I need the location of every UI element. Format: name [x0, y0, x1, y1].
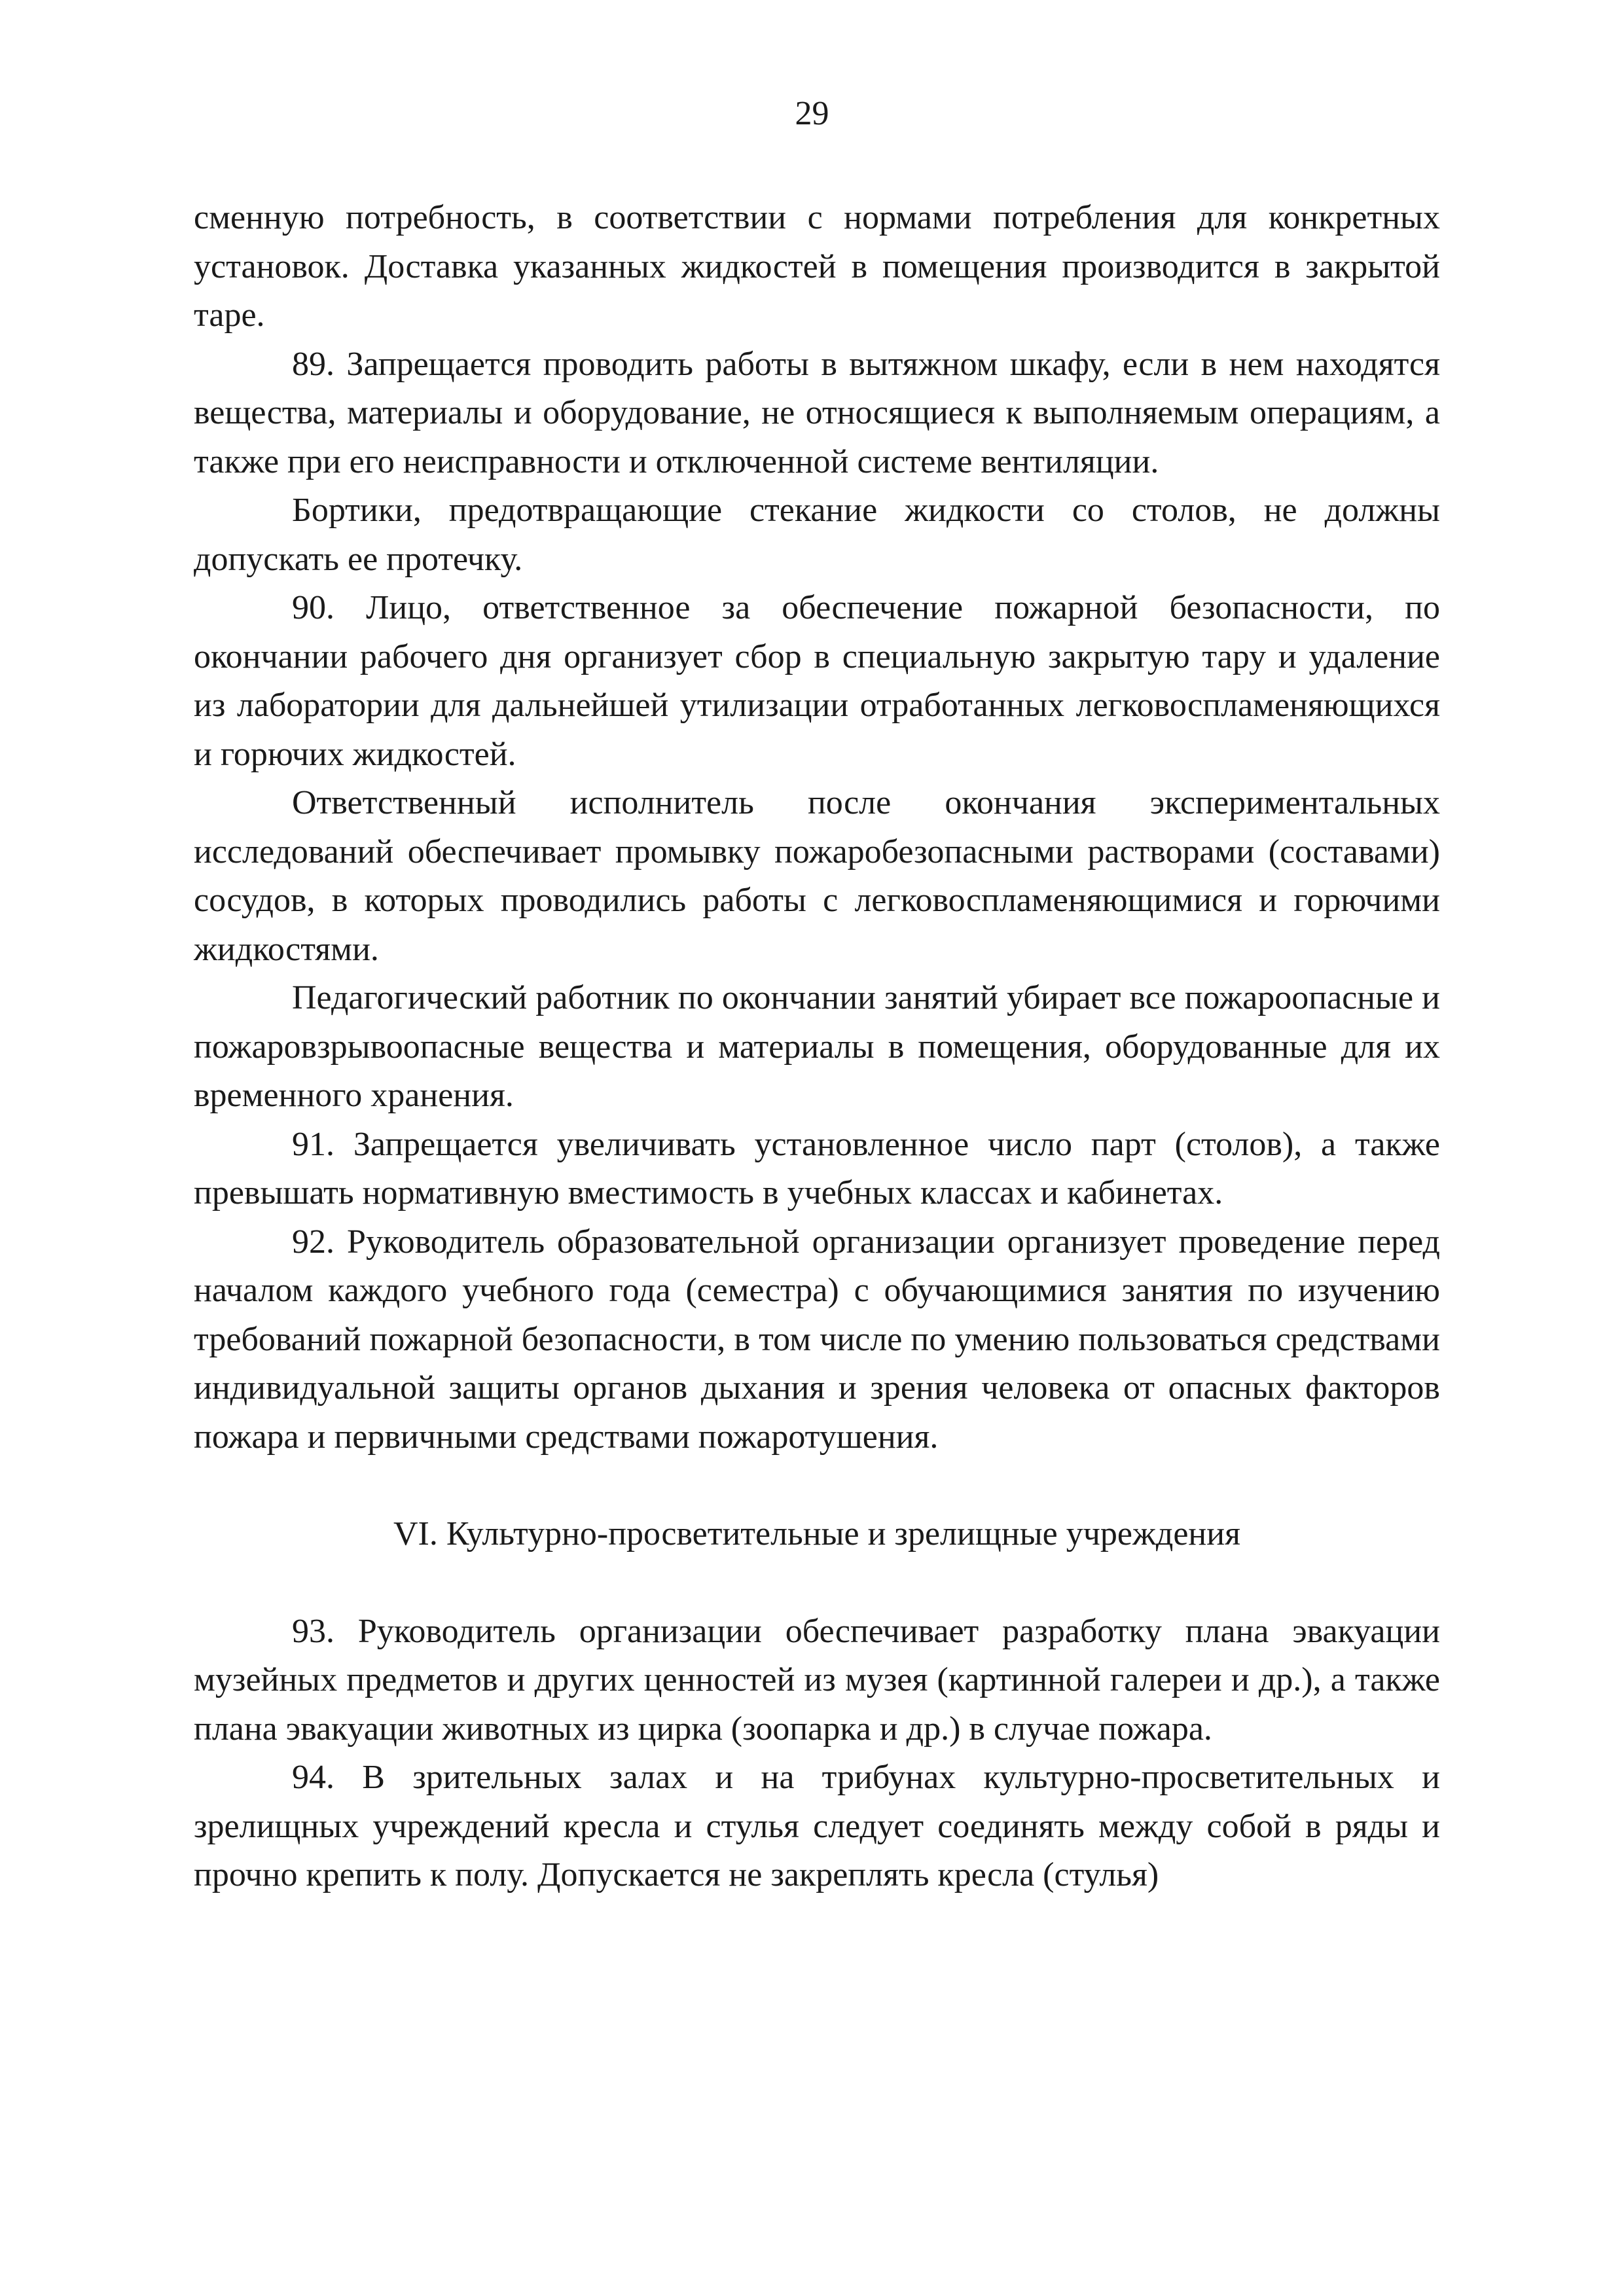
paragraph-90-teacher: Педагогический работник по окончании занятий убирает все пожароопасные и пожаровзрывоопасные вещества и материалы в помещения, оборудованные для их временного хранения. [194, 979, 1440, 1114]
paragraph-94: 94. В зрительных залах и на трибунах культурно-просветительных и зрелищных учреждений кресла и стулья следует соединять между собой в ряды и прочно крепить к полу. Допускается не закреплять кресла (стулья) [194, 1759, 1440, 1893]
paragraph-93: 93. Руководитель организации обеспечивает разработку плана эвакуации музейных предметов и других ценностей из музея (картинной галереи и др.), а также плана эвакуации животных из цирка (зоопарка и др.) в случае пожара. [194, 1612, 1440, 1748]
paragraph-92: 92. Руководитель образовательной организации организует проведение перед началом каждого учебного года (семестра) с обучающимися занятия по изучению требований пожарной безопасности, в том числе по умению пользоваться средствами индивидуальной защиты органов дыхания и зрения человека от опасных факторов пожара и первичными средствами пожаротушения. [194, 1223, 1440, 1456]
document-body [194, 194, 1440, 1900]
page-number: 29 [795, 95, 829, 132]
section-heading: VI. Культурно-просветительные и зрелищные учреждения [393, 1515, 1240, 1552]
paragraph-89-rims: Бортики, предотвращающие стекание жидкости со столов, не должны допускать ее протечку. [194, 492, 1440, 578]
paragraph-90-executor: Ответственный исполнитель после окончания экспериментальных исследований обеспечивает промывку пожаробезопасными растворами (составами) сосудов, в которых проводились работы с легковоспламеняющимися и горючими жидкостями. [194, 784, 1440, 968]
paragraph-90: 90. Лицо, ответственное за обеспечение пожарной безопасности, по окончании рабочего дня организует сбор в специальную закрытую тару и удаление из лаборатории для дальнейшей утилизации отработанных легковоспламеняющихся и горючих жидкостей. [194, 589, 1440, 773]
paragraph-continuation: сменную потребность, в соответствии с нормами потребления для конкретных установок. Доставка указанных жидкостей в помещения производится в закрытой таре. [194, 199, 1440, 334]
paragraph-91: 91. Запрещается увеличивать установленное число парт (столов), а также превышать нормативную вместимость в учебных классах и кабинетах. [194, 1125, 1440, 1211]
paragraph-89: 89. Запрещается проводить работы в вытяжном шкафу, если в нем находятся вещества, материалы и оборудование, не относящиеся к выполняемым операциям, а также при его неисправности и отключенной системе вентиляции. [194, 345, 1440, 480]
